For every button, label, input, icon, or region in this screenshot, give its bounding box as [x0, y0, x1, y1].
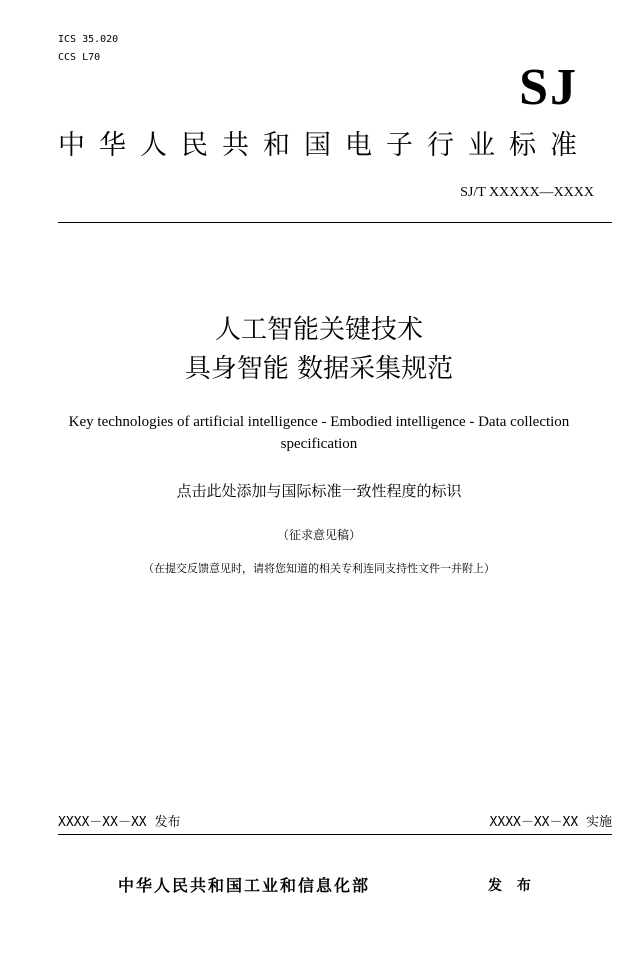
document-title-english: Key technologies of artificial intelligence - Embodied intelligence - Data collection specification [68, 414, 570, 452]
standard-code: SJ/T XXXXX—XXXX [460, 185, 594, 200]
document-title-line2: 具身智能 数据采集规范 [184, 354, 454, 384]
header-divider [58, 222, 612, 223]
conformity-placeholder[interactable]: 点击此处添加与国际标准一致性程度的标识 [176, 482, 462, 500]
issued-label: 发 布 [488, 878, 536, 894]
sj-logo: SJ [519, 59, 578, 116]
draft-type-label: （征求意见稿） [276, 528, 361, 542]
footer-divider [58, 834, 612, 835]
document-title-line1: 人工智能关键技术 [214, 315, 423, 345]
implementation-date: XXXX－XX－XX 实施 [489, 815, 612, 830]
issue-date: XXXX－XX－XX 发布 [58, 815, 181, 830]
ccs-code: CCS L70 [58, 52, 101, 63]
industry-standard-title: 中华人民共和国电子行业标准 [58, 130, 591, 161]
patent-notice: （在提交反馈意见时，请将您知道的相关专利连同支持性文件一并附上） [143, 562, 495, 575]
ics-code: ICS 35.020 [58, 34, 119, 45]
issuing-authority: 中华人民共和国工业和信息化部 [118, 876, 371, 895]
